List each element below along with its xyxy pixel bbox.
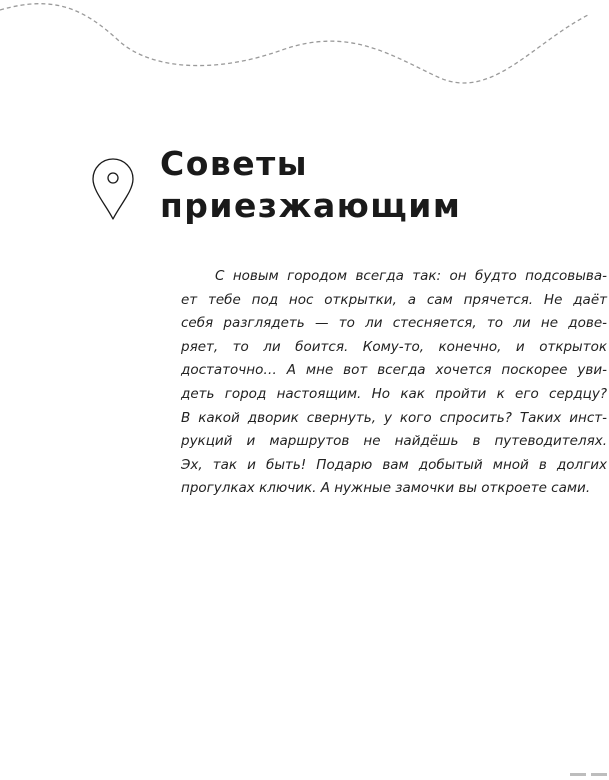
page-title-line-2: приезжающим: [160, 186, 462, 225]
paragraph-line: себя разглядеть — то ли стесняется, то ли не дове-: [181, 315, 607, 332]
paragraph-line: рукций и маршрутов не найдёшь в путеводителях.: [181, 433, 607, 450]
paragraph-line: С новым городом всегда так: он будто подсовыва-: [215, 268, 607, 284]
corner-mark: [570, 773, 586, 776]
paragraph-line: Эх, так и быть! Подарю вам добытый мной в долгих: [181, 456, 607, 473]
paragraph-line: деть город настоящим. Но как пройти к его сердцу?: [181, 385, 607, 402]
intro-paragraph: [181, 265, 607, 501]
map-pin-icon: [91, 157, 135, 221]
paragraph-line: достаточно… А мне вот всегда хочется поскорее уви-: [181, 362, 607, 379]
decorative-dashed-route: [0, 0, 609, 100]
paragraph-line: В какой дворик свернуть, у кого спросить? Таких инст-: [181, 409, 607, 426]
paragraph-line: прогулках ключик. А нужные замочки вы откроете сами.: [181, 480, 591, 497]
paragraph-line: ряет, то ли боится. Кому-то, конечно, и открыток: [181, 338, 607, 355]
page-corner-marks: [570, 770, 609, 780]
corner-mark: [591, 773, 607, 776]
page-title-line-1: Советы: [160, 144, 309, 183]
page-title: [160, 143, 461, 227]
paragraph-line: ет тебе под нос открытки, а сам прячется. Не даёт: [181, 291, 607, 308]
